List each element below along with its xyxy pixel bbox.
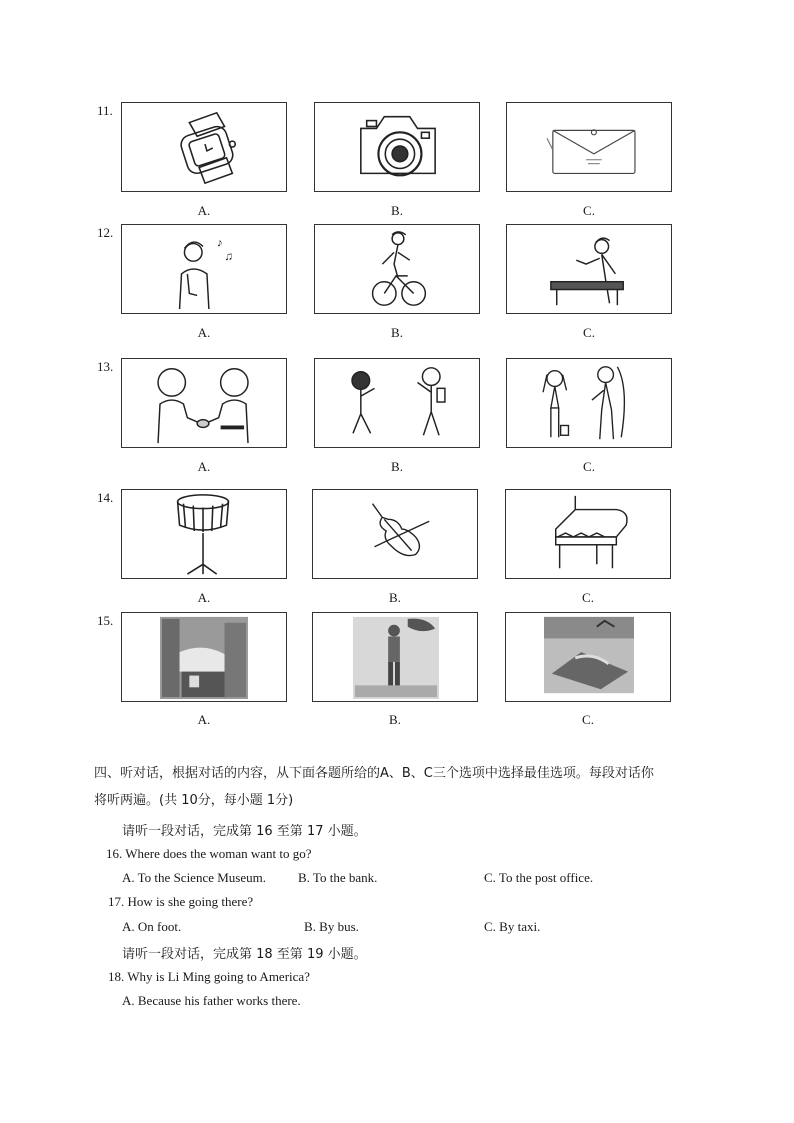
question-16-text: 16. Where does the woman want to go? (106, 846, 312, 861)
dialogue1-prompt: 请听一段对话，完成第 16 至第 17 小题。 (122, 824, 367, 839)
option-13b-image[interactable] (314, 358, 480, 448)
question-17-option-a[interactable]: A. On foot. (122, 919, 182, 934)
option-12c-image[interactable] (506, 224, 672, 314)
question-17-option-c[interactable]: C. By taxi. (484, 919, 541, 934)
option-11b-label: B. (391, 203, 403, 218)
svg-text:♫: ♫ (224, 250, 234, 264)
boys-waving-goodbye-icon (315, 359, 479, 447)
option-12b-image[interactable] (314, 224, 480, 314)
question-18-option-a[interactable]: A. Because his father works there. (122, 993, 301, 1008)
option-15c-label: C. (582, 712, 594, 727)
option-11a-label: A. (197, 203, 211, 218)
dialogue2-prompt: 请听一段对话，完成第 18 至第 19 小题。 (122, 947, 367, 962)
option-15a-label: A. (197, 712, 211, 727)
question-17-option-b[interactable]: B. By bus. (304, 919, 359, 934)
question-number-14: 14. (97, 490, 114, 505)
option-11b-image[interactable] (314, 102, 480, 192)
question-number-13: 13. (97, 359, 114, 374)
option-14b-label: B. (389, 590, 401, 605)
drum-icon (122, 490, 286, 578)
option-14c-image[interactable] (505, 489, 671, 579)
svg-text:♪: ♪ (216, 236, 223, 250)
boy-singing-icon (122, 225, 286, 313)
section4-instructions-line1: 四、听对话，根据对话的内容，从下面各题所给的A、B、C三个选项中选择最佳选项。每段对话你 (94, 766, 654, 781)
option-13c-label: C. (583, 459, 595, 474)
wristwatch-icon (122, 103, 286, 191)
violin-icon (313, 490, 477, 578)
man-in-rain-photo-icon (313, 613, 477, 701)
snowy-street-photo-icon (122, 613, 286, 701)
question-number-11: 11. (97, 103, 113, 118)
question-number-15: 15. (97, 613, 114, 628)
option-14a-image[interactable] (121, 489, 287, 579)
option-12b-label: B. (391, 325, 403, 340)
option-14b-image[interactable] (312, 489, 478, 579)
question-16-option-a[interactable]: A. To the Science Museum. (122, 870, 266, 885)
option-11c-image[interactable] (506, 102, 672, 192)
option-11a-image[interactable] (121, 102, 287, 192)
camera-icon (315, 103, 479, 191)
option-12c-label: C. (583, 325, 595, 340)
option-15b-image[interactable] (312, 612, 478, 702)
option-15a-image[interactable] (121, 612, 287, 702)
section4-instructions-line2: 将听两遍。(共 10分，每小题 1分) (94, 793, 294, 808)
question-18-text: 18. Why is Li Ming going to America? (108, 969, 310, 984)
option-13a-label: A. (197, 459, 211, 474)
table-tennis-player-icon (507, 225, 671, 313)
question-number-12: 12. (97, 225, 114, 240)
cyclist-icon (315, 225, 479, 313)
beach-lounger-photo-icon (506, 613, 670, 701)
option-14a-label: A. (197, 590, 211, 605)
option-15b-label: B. (389, 712, 401, 727)
option-14c-label: C. (582, 590, 594, 605)
girl-and-man-talking-icon (507, 359, 671, 447)
option-12a-image[interactable] (121, 224, 287, 314)
question-16-option-b[interactable]: B. To the bank. (298, 870, 378, 885)
option-15c-image[interactable] (505, 612, 671, 702)
option-12a-label: A. (197, 325, 211, 340)
question-17-text: 17. How is she going there? (108, 894, 254, 909)
wallet-icon (507, 103, 671, 191)
option-13c-image[interactable] (506, 358, 672, 448)
option-13b-label: B. (391, 459, 403, 474)
question-16-option-c[interactable]: C. To the post office. (484, 870, 594, 885)
option-13a-image[interactable] (121, 358, 287, 448)
piano-icon (506, 490, 670, 578)
option-11c-label: C. (583, 203, 595, 218)
boys-shaking-hands-icon (122, 359, 286, 447)
